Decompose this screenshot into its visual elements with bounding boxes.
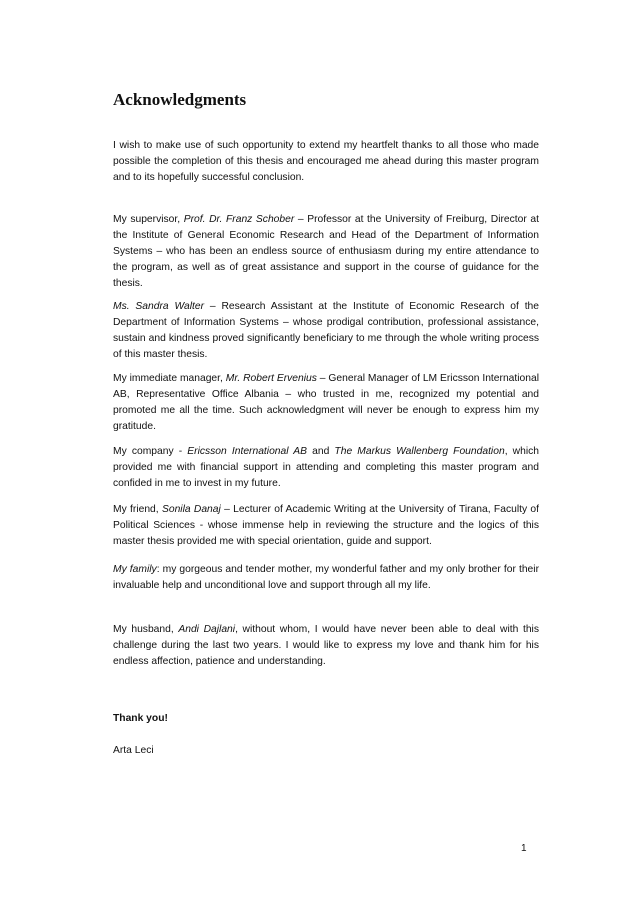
company-name: Ericsson International AB — [187, 446, 308, 457]
family-description: : my gorgeous and tender mother, my wonderful father and my only brother for their invaluable help and unconditional love and support through all my life. — [113, 564, 539, 592]
paragraph-husband — [113, 622, 539, 670]
thank-you-line: Thank you! — [113, 713, 168, 724]
friend-description: – Lecturer of Academic Writing at the University of Tirana, Faculty of Political Sciences - whose immense help in reviewing the structure and the logics of this master thesis provided me with special orientation, guide and support. — [113, 504, 540, 548]
husband-lead-text: My husband, — [113, 624, 179, 635]
company-conjunction: and — [307, 446, 335, 457]
paragraph-manager — [113, 371, 539, 435]
manager-description: – General Manager of LM Ericsson International AB, Representative Office Albania – who trusted in me, recognized my potential and promoted me all the time. Such acknowledgment will never be enough to express him my gratitude. — [113, 373, 540, 433]
friend-name: Sonila Danaj — [161, 504, 221, 515]
paragraph-friend — [113, 502, 539, 550]
assistant-description: – Research Assistant at the Institute of Economic Research of the Department of Information Systems – whose prodigal contribution, professional assistance, sustain and kindness proved significantly beneficiary to me through the whole writing process of this master thesis. — [113, 301, 540, 361]
paragraph-family — [113, 562, 539, 594]
friend-lead-text: My friend, — [113, 504, 162, 515]
company-lead-text: My company - — [113, 446, 188, 457]
supervisor-description: – Professor at the University of Freiburg, Director at the Institute of General Economic Research and Head of the Department of Information Systems – who has been an endless source of enthusiasm during my entire attendance to the program, as well as of great assistance and support in the course of guidance for the thesis. — [113, 214, 539, 290]
paragraph-assistant — [113, 299, 539, 363]
supervisor-lead-text: My supervisor, — [113, 214, 184, 225]
page-title: Acknowledgments — [113, 90, 247, 109]
manager-name: Mr. Robert Ervenius — [225, 373, 317, 384]
husband-name: Andi Dajlani — [178, 624, 236, 635]
signature: Arta Leci — [113, 745, 154, 756]
assistant-name: Ms. Sandra Walter — [113, 301, 205, 312]
paragraph-company — [113, 444, 539, 492]
husband-description: , without whom, I would have never been able to deal with this challenge during the last two years. I would like to express my love and thank him for his endless affection, patience and understanding. — [113, 624, 539, 668]
foundation-name: The Markus Wallenberg Foundation — [334, 446, 505, 457]
family-lead-text: My family — [113, 564, 157, 575]
paragraph-supervisor — [113, 212, 539, 292]
manager-lead-text: My immediate manager, — [113, 373, 226, 384]
paragraph-intro: I wish to make use of such opportunity to extend my heartfelt thanks to all those who made possible the completion of this thesis and encouraged me ahead during this master program and to its hopefully successful conclusion. — [113, 140, 539, 184]
supervisor-name: Prof. Dr. Franz Schober — [183, 214, 295, 225]
company-description: , which provided me with financial support in attending and completing this master program and confided in me to invest in my future. — [113, 446, 539, 490]
page-number: 1 — [521, 843, 527, 854]
